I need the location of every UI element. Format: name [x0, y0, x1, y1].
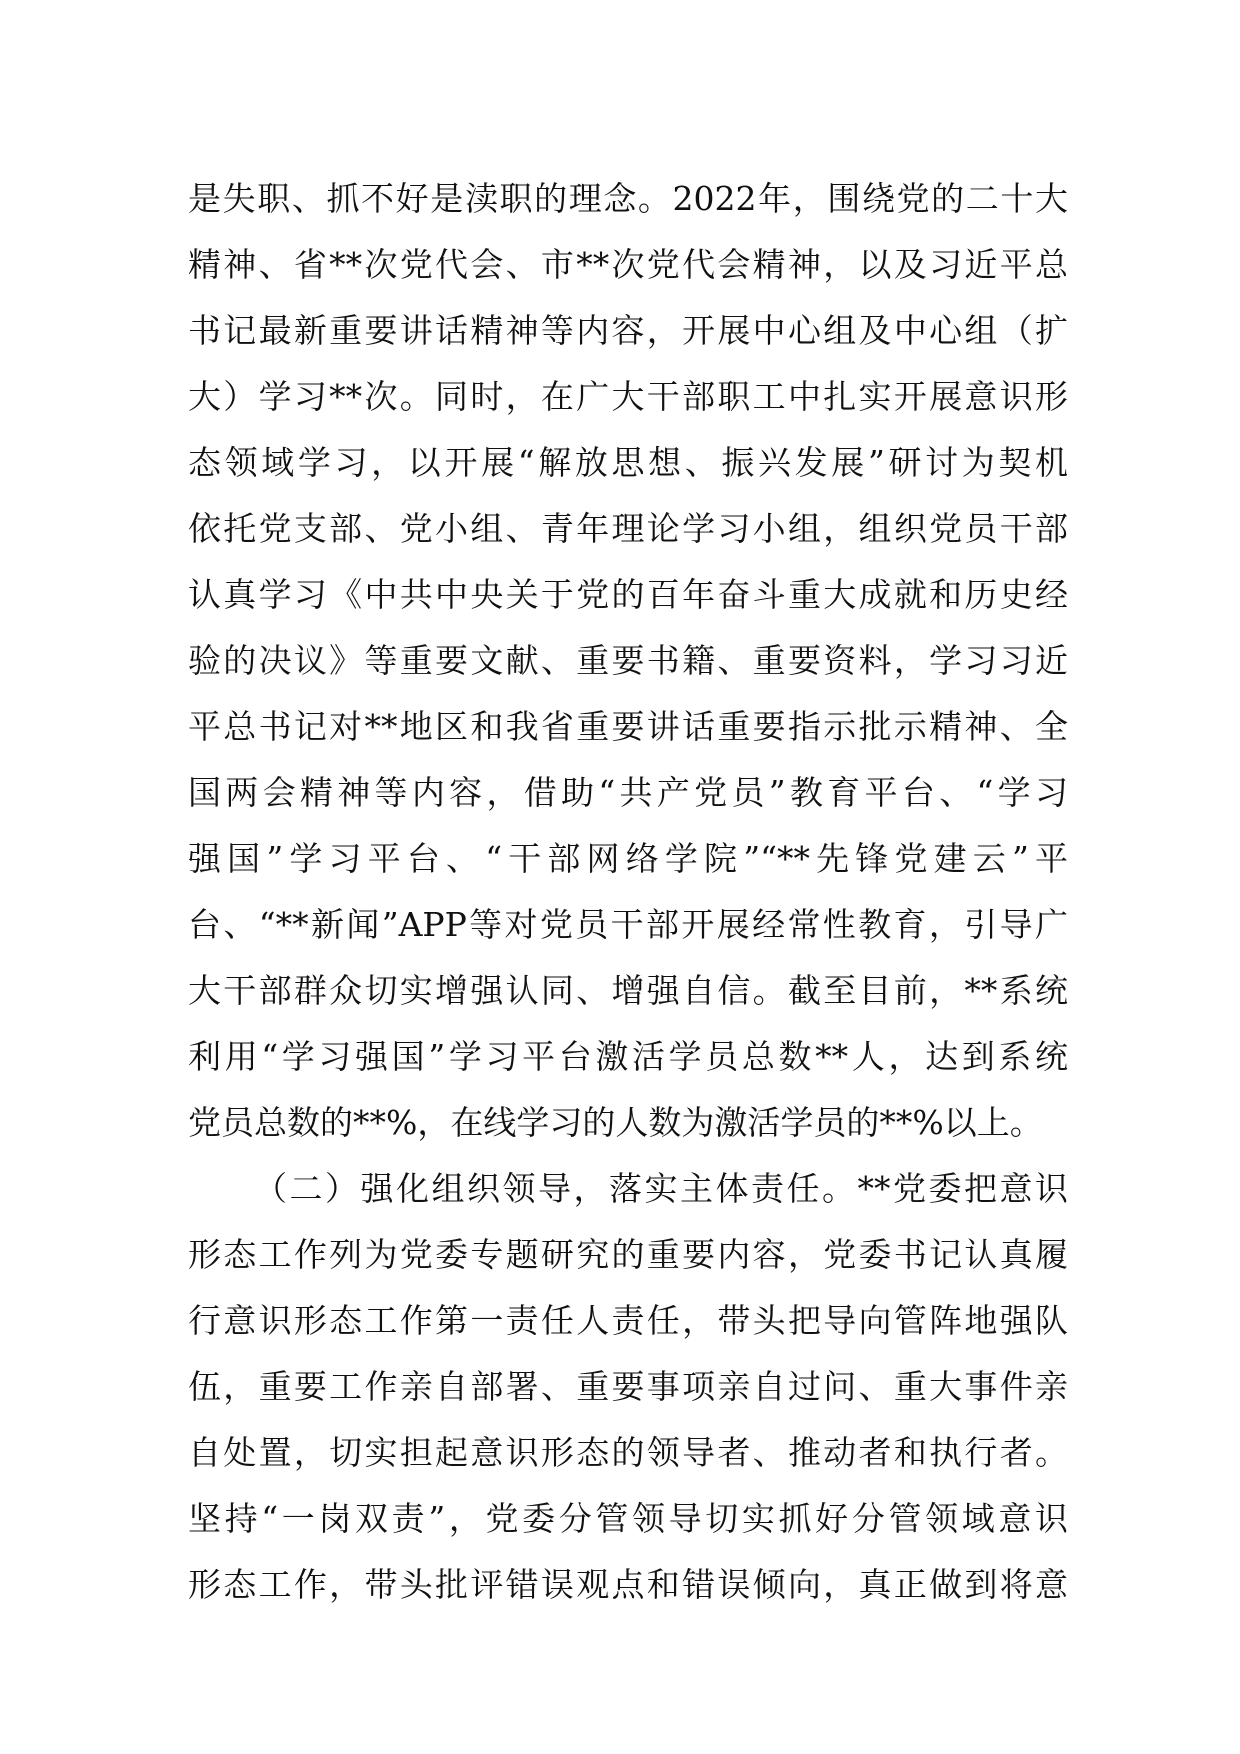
text-line: 精神、省**次党代会、市**次党代会精神，以及习近平总: [188, 245, 1068, 284]
text-line: 行意识形态工作第一责任人责任，带头把导向管阵地强队: [188, 1301, 1068, 1340]
text-line: 国两会精神等内容，借助“共产党员”教育平台、“学习: [188, 773, 1068, 812]
text-line: 利用“学习强国”学习平台激活学员总数**人，达到系统: [188, 1037, 1068, 1076]
text-line: 大）学习**次。同时，在广大干部职工中扎实开展意识形: [188, 377, 1068, 416]
section-heading-line: （二）强化组织领导，落实主体责任。**党委把意识: [254, 1169, 1068, 1208]
body-text: [188, 166, 1068, 1618]
text-line: 坚持“一岗双责”，党委分管领导切实抓好分管领域意识: [188, 1499, 1068, 1538]
text-line: 认真学习《中共中央关于党的百年奋斗重大成就和历史经: [188, 575, 1068, 614]
text-line: 书记最新重要讲话精神等内容，开展中心组及中心组（扩: [188, 311, 1068, 350]
text-line: 形态工作列为党委专题研究的重要内容，党委书记认真履: [188, 1235, 1068, 1274]
text-line: 验的决议》等重要文献、重要书籍、重要资料，学习习近: [188, 641, 1068, 680]
text-line: 平总书记对**地区和我省重要讲话重要指示批示精神、全: [188, 707, 1068, 746]
text-line: 态领域学习，以开展“解放思想、振兴发展”研讨为契机: [188, 443, 1068, 482]
text-line: 大干部群众切实增强认同、增强自信。截至目前，**系统: [188, 971, 1068, 1010]
text-line: 形态工作，带头批评错误观点和错误倾向，真正做到将意: [188, 1565, 1068, 1604]
text-line: 自处置，切实担起意识形态的领导者、推动者和执行者。: [188, 1433, 1068, 1472]
text-line: 强国”学习平台、“干部网络学院”“**先锋党建云”平: [188, 839, 1068, 878]
text-line: 伍，重要工作亲自部署、重要事项亲自过问、重大事件亲: [188, 1367, 1068, 1406]
text-line-paragraph-end: 党员总数的**%，在线学习的人数为激活学员的**%以上。: [188, 1103, 1043, 1142]
text-line: 依托党支部、党小组、青年理论学习小组，组织党员干部: [188, 509, 1068, 548]
text-line: 台、“**新闻”APP等对党员干部开展经常性教育，引导广: [188, 905, 1068, 944]
text-line: 是失职、抓不好是渎职的理念。2022年，围绕党的二十大: [188, 179, 1068, 218]
